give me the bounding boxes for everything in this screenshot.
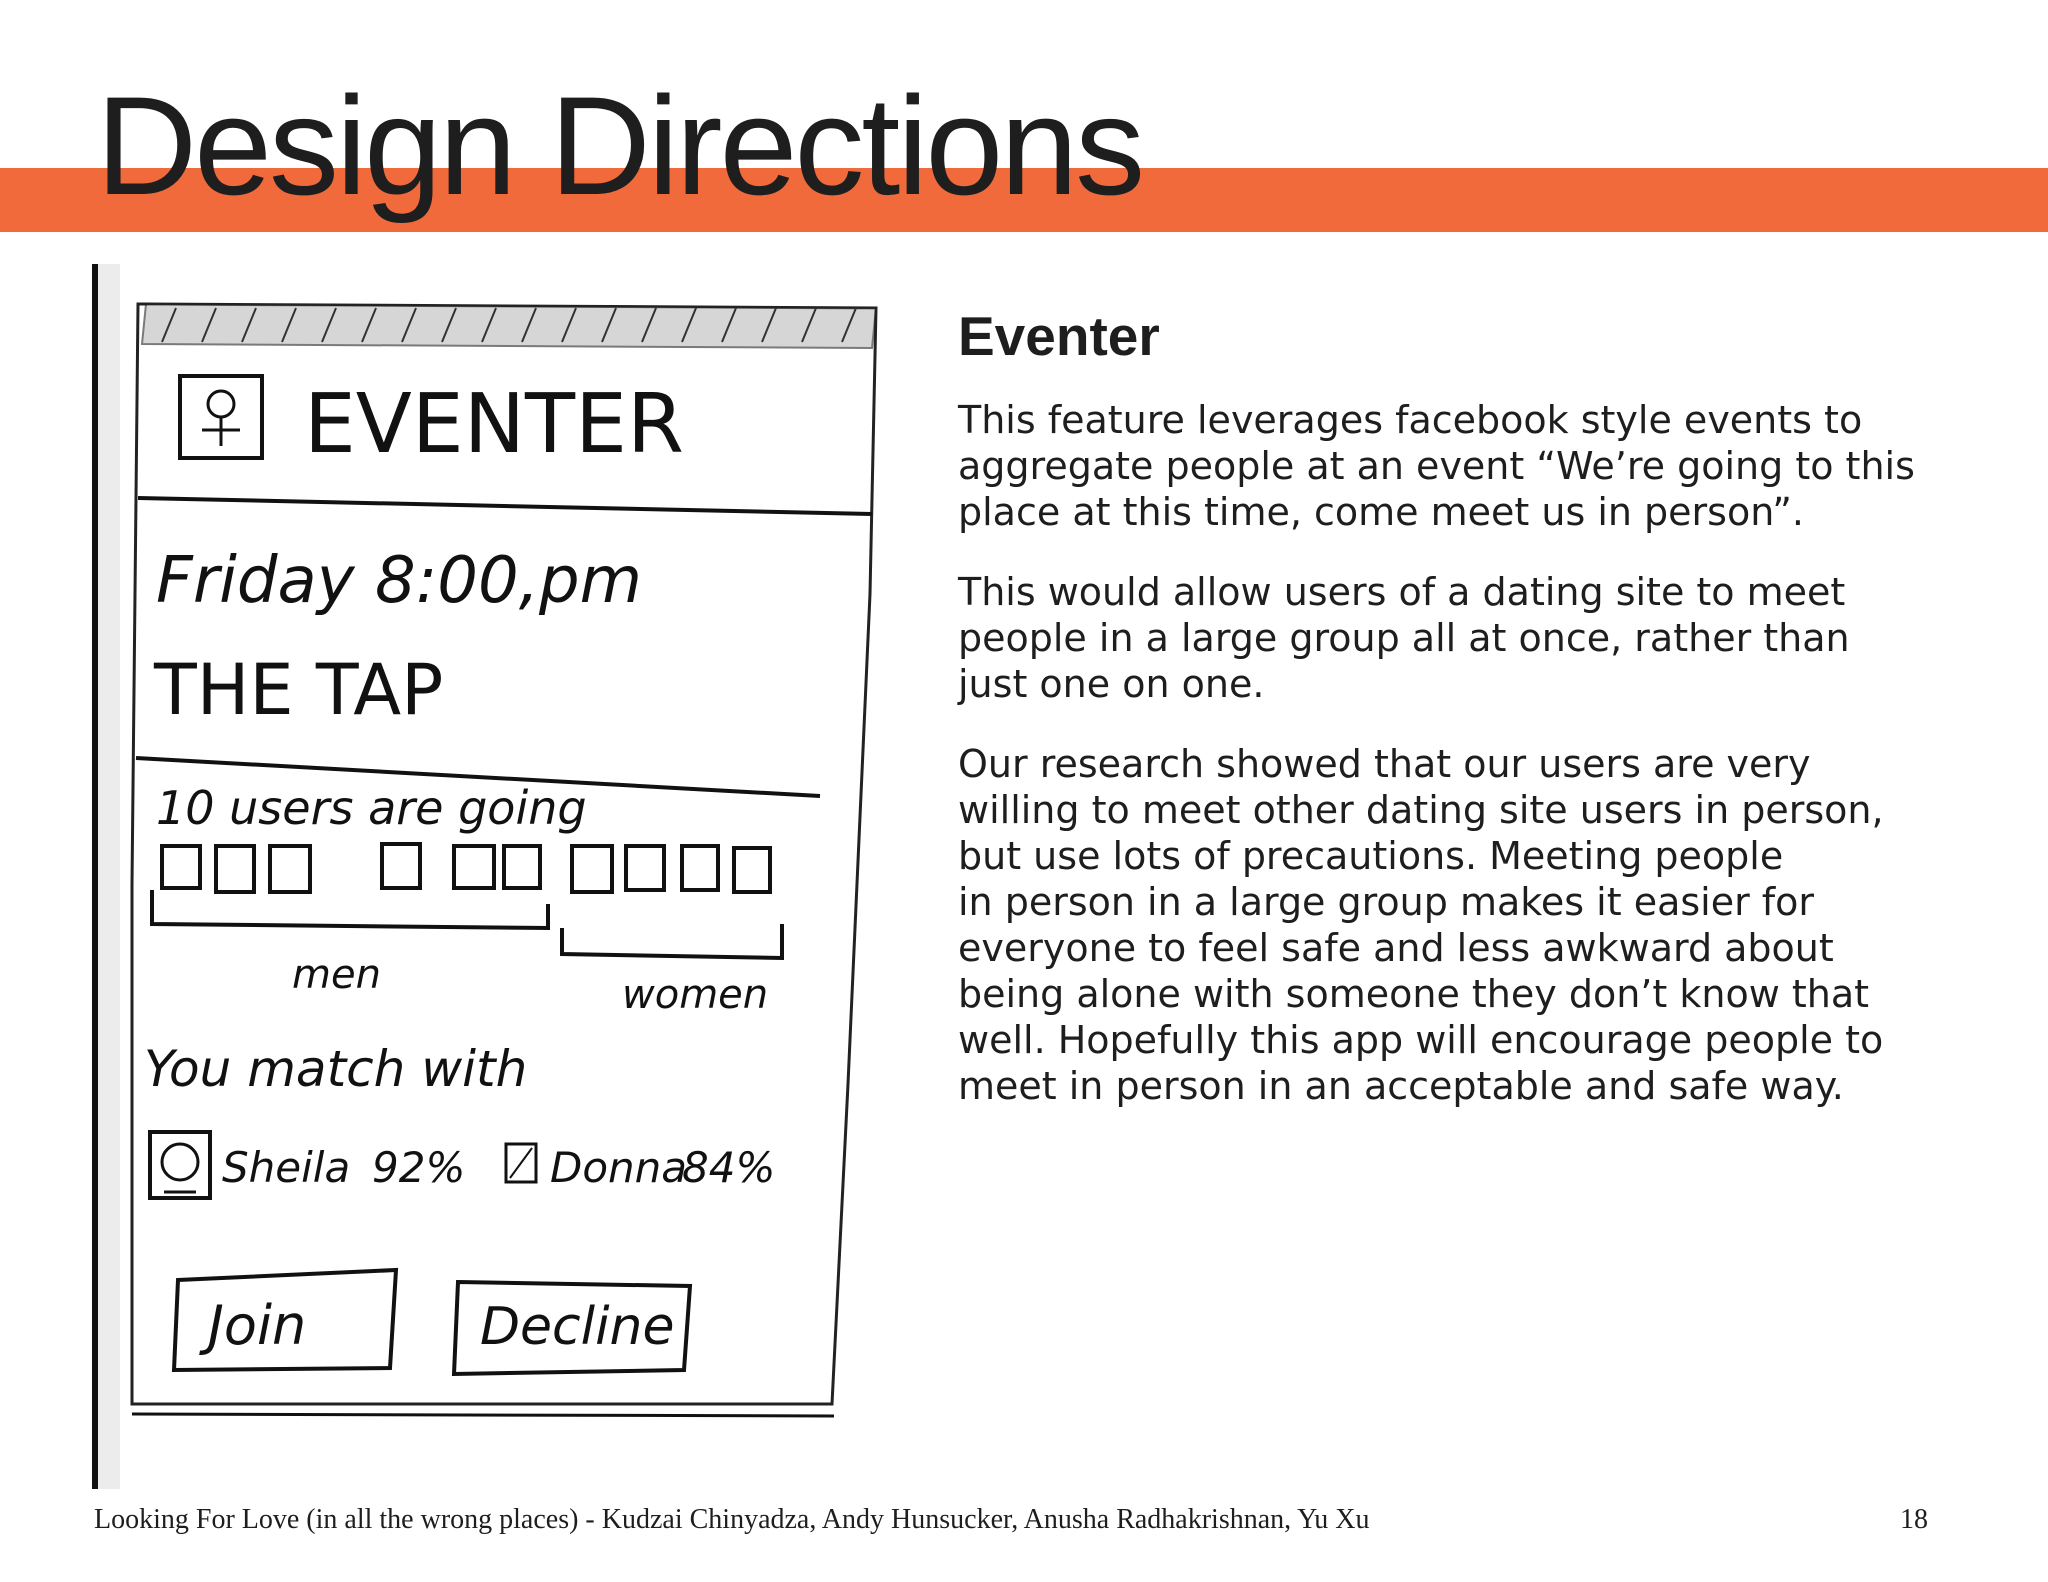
footer-text: Looking For Love (in all the wrong places) - Kudzai Chinyadza, Andy Hunsucker, Anusha Radhakrishnan, Yu Xu <box>94 1504 1370 1535</box>
sketch-join-label: Join <box>208 1294 307 1357</box>
paper-edge <box>92 264 98 1489</box>
sketch-match-2-percent: 84% <box>682 1143 776 1192</box>
men-bracket <box>152 890 548 928</box>
sketch-women-label: women <box>622 972 769 1018</box>
content-column <box>958 306 1998 1143</box>
paragraph-3: Our research showed that our users are very willing to meet other dating site users in person, but use lots of precautions. Meeting people in person in a large group makes it easier for everyone to feel safe and less awkward about being alone with someone they don’t know that well. Hopefully this app will encourage people to meet in person in an acceptable and safe way. <box>958 741 1884 1108</box>
eventer-sketch <box>92 264 912 1496</box>
bottom-divider <box>132 1414 834 1416</box>
sketch-join-button <box>174 1270 396 1370</box>
sketch-match-1-percent: 92% <box>372 1143 466 1192</box>
sketch-match-2-name: Donna <box>550 1143 688 1192</box>
sketch-men-label: men <box>292 952 381 998</box>
section-heading: Eventer <box>958 305 1160 367</box>
match-2-avatar-icon <box>506 1144 536 1182</box>
paper-shadow <box>98 264 120 1489</box>
page-number: 18 <box>1900 1504 1928 1535</box>
eventer-sketch-drawing <box>92 264 912 1496</box>
paragraph-1: This feature leverages facebook style events to aggregate people at an event “We’re going to this place at this time, come meet us in person”. <box>958 397 1915 534</box>
sketch-app-title: EVENTER <box>304 377 684 472</box>
header-divider <box>138 498 872 514</box>
women-bracket <box>562 924 782 958</box>
attendee-squares <box>162 844 770 892</box>
sketch-decline-label: Decline <box>480 1297 675 1357</box>
sketch-match-label: You match with <box>144 1040 528 1098</box>
sketch-going-text: 10 users are going <box>156 781 587 835</box>
sketch-decline-button <box>454 1282 690 1374</box>
status-strip <box>142 304 876 348</box>
sketch-venue: THE TAP <box>154 649 444 731</box>
sketch-day-time: Friday 8:00,pm <box>156 544 642 618</box>
paragraph-2: This would allow users of a dating site to meet people in a large group all at once, rather than just one on one. <box>958 569 1850 706</box>
slide-title: Design Directions <box>96 67 1143 224</box>
user-avatar-icon <box>180 376 262 458</box>
match-avatar-icon <box>150 1132 210 1198</box>
sketch-match-1-name: Sheila <box>222 1143 351 1192</box>
